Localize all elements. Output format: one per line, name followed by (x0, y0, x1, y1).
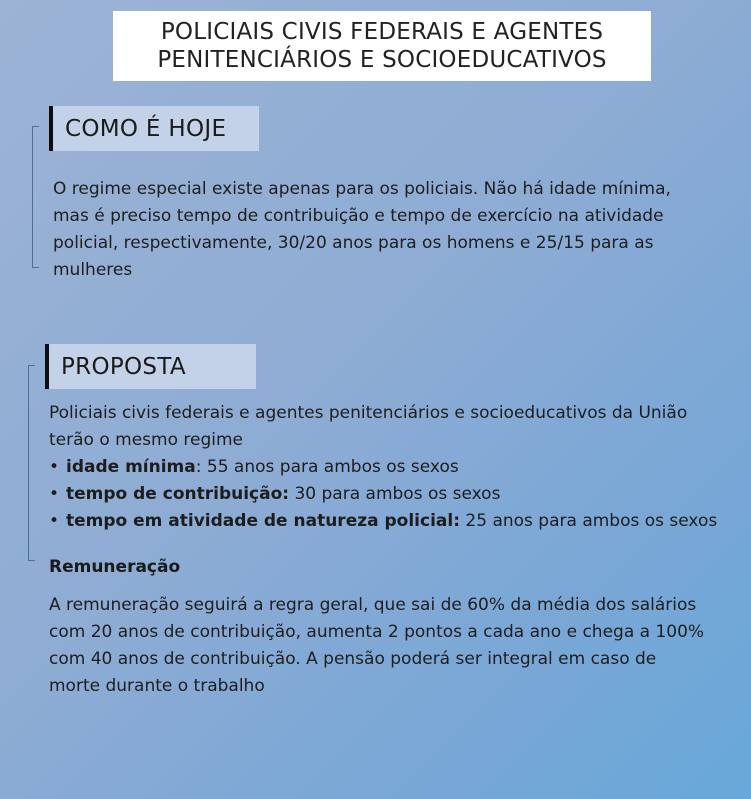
bullet-separator: : (195, 457, 202, 477)
bullet-text: 25 anos para ambos os sexos (460, 511, 718, 531)
hoje-line: mas é preciso tempo de contribuição e tempo de exercício na atividade (53, 206, 664, 226)
section-label-como-e-hoje (49, 106, 259, 151)
section-bracket-proposta (28, 365, 35, 561)
bullet-text: 55 anos para ambos os sexos (201, 457, 459, 477)
proposta-intro (49, 400, 687, 454)
remuneracao-paragraph (49, 592, 704, 700)
title-line-2: PENITENCIÁRIOS E SOCIOEDUCATIVOS (157, 47, 607, 73)
remuneracao-line: morte durante o trabalho (49, 676, 265, 696)
bullet-term: tempo em atividade de natureza policial: (66, 511, 461, 531)
proposta-intro-line: terão o mesmo regime (49, 430, 243, 450)
proposta-bullet-list (49, 454, 717, 535)
list-item (49, 481, 717, 508)
proposta-intro-line: Policiais civis federais e agentes penitenciários e socioeducativos da União (49, 403, 688, 423)
remuneracao-heading: Remuneração (49, 557, 181, 577)
section-label-text: PROPOSTA (61, 353, 186, 380)
hoje-line: mulheres (53, 260, 133, 280)
section-bracket-hoje (32, 126, 39, 268)
bullet-term: tempo de contribuição: (66, 484, 290, 504)
section-label-proposta (45, 344, 256, 389)
section-label-text: COMO É HOJE (65, 115, 227, 142)
remuneracao-line: A remuneração seguirá a regra geral, que sai de 60% da média dos salários (49, 595, 697, 615)
hoje-line: O regime especial existe apenas para os policiais. Não há idade mínima, (53, 179, 671, 199)
title-box (113, 11, 651, 81)
hoje-line: policial, respectivamente, 30/20 anos para os homens e 25/15 para as (53, 233, 654, 253)
bullet-term: idade mínima (66, 457, 196, 477)
bullet-icon: • (49, 457, 60, 477)
hoje-paragraph (53, 176, 671, 284)
remuneracao-line: com 40 anos de contribuição. A pensão poderá ser integral em caso de (49, 649, 657, 669)
bullet-text: 30 para ambos os sexos (289, 484, 501, 504)
remuneracao-line: com 20 anos de contribuição, aumenta 2 pontos a cada ano e chega a 100% (49, 622, 705, 642)
bullet-icon: • (49, 511, 60, 531)
title-line-1: POLICIAIS CIVIS FEDERAIS E AGENTES (160, 19, 604, 45)
list-item (49, 454, 717, 481)
bullet-icon: • (49, 484, 60, 504)
list-item (49, 508, 717, 535)
